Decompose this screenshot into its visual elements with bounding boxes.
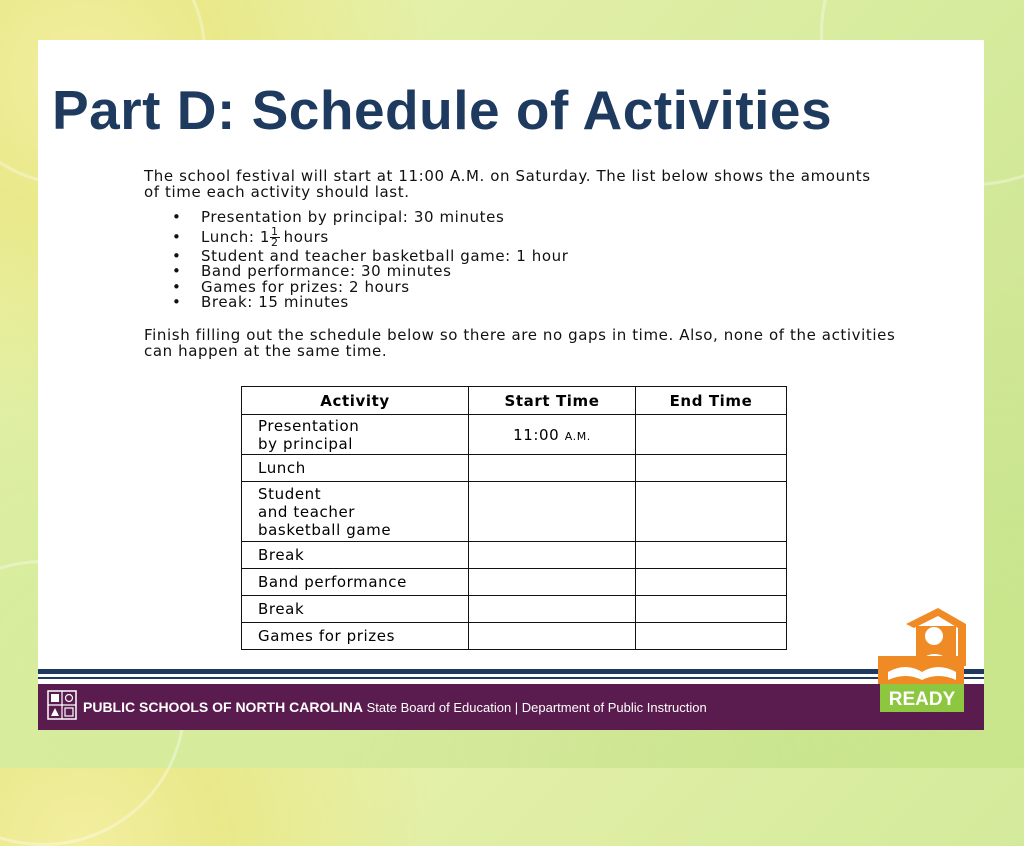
list-item: • Lunch: 1 $\frac{1}{2}$ hours xyxy=(172,224,329,249)
activity-cell: Lunch xyxy=(242,455,469,482)
table-row xyxy=(242,482,787,542)
end-time-cell[interactable] xyxy=(636,415,787,455)
table-row xyxy=(242,455,787,482)
end-time-cell[interactable] xyxy=(636,482,787,542)
schedule-table xyxy=(241,386,787,650)
footer-sub: State Board of Education | Department of Public Instruction xyxy=(366,700,707,715)
end-time-cell[interactable] xyxy=(636,623,787,650)
ready-label: READY xyxy=(888,689,956,710)
activity-cell: Break xyxy=(242,542,469,569)
table-header-row xyxy=(242,387,787,415)
column-header-activity: Activity xyxy=(242,387,469,415)
column-header-start-time: Start Time xyxy=(469,387,636,415)
list-item: • Break: 15 minutes xyxy=(172,293,349,311)
instructions-text: Finish filling out the schedule below so there are no gaps in time. Also, none of the activities can happen at the same time. xyxy=(144,325,896,360)
activity-cell: Band performance xyxy=(242,569,469,596)
ready-logo-icon xyxy=(876,606,968,714)
fraction: $\frac{1}{2}$ xyxy=(271,224,279,249)
bullet-icon: • xyxy=(172,227,182,246)
footer-text xyxy=(83,699,707,715)
start-time-cell[interactable] xyxy=(469,596,636,623)
column-header-end-time: End Time xyxy=(636,387,787,415)
activity-list xyxy=(144,210,904,311)
start-time-cell[interactable] xyxy=(469,542,636,569)
start-time-cell[interactable] xyxy=(469,569,636,596)
start-time-cell[interactable]: 11:00 A.M. xyxy=(469,415,636,455)
list-item: • Games for prizes: 2 hours xyxy=(172,277,410,296)
end-time-cell[interactable] xyxy=(636,455,787,482)
end-time-cell[interactable] xyxy=(636,542,787,569)
list-item: • Band performance: 30 minutes xyxy=(172,262,452,280)
activity-cell: Student and teacher basketball game xyxy=(242,482,469,542)
page-title: Part D: Schedule of Activities xyxy=(52,79,833,141)
table-row xyxy=(242,542,787,569)
bullet-icon: • xyxy=(172,208,182,226)
footer-divider xyxy=(38,677,984,679)
footer-org: PUBLIC SCHOOLS OF NORTH CAROLINA xyxy=(83,699,363,715)
activity-cell: Break xyxy=(242,596,469,623)
nc-seal-icon xyxy=(47,690,77,720)
activity-cell: Presentation by principal xyxy=(242,415,469,455)
list-item: • Presentation by principal: 30 minutes xyxy=(172,208,505,226)
footer-divider xyxy=(38,669,984,674)
table-row xyxy=(242,415,787,455)
table-row xyxy=(242,623,787,650)
bullet-icon: • xyxy=(172,262,182,280)
end-time-cell[interactable] xyxy=(636,569,787,596)
start-time-cell[interactable] xyxy=(469,623,636,650)
start-time-cell[interactable] xyxy=(469,482,636,542)
table-row xyxy=(242,596,787,623)
end-time-cell[interactable] xyxy=(636,596,787,623)
table-row xyxy=(242,569,787,596)
bullet-icon: • xyxy=(172,246,182,265)
bullet-icon: • xyxy=(172,293,182,311)
activity-cell: Games for prizes xyxy=(242,623,469,650)
start-time-cell[interactable] xyxy=(469,455,636,482)
intro-text: The school festival will start at 11:00 A.M. on Saturday. The list below shows the amounts of time each activity should last. xyxy=(144,167,871,201)
problem-text xyxy=(144,168,904,359)
bullet-icon: • xyxy=(172,277,182,296)
list-item: • Student and teacher basketball game: 1 hour xyxy=(172,246,569,265)
